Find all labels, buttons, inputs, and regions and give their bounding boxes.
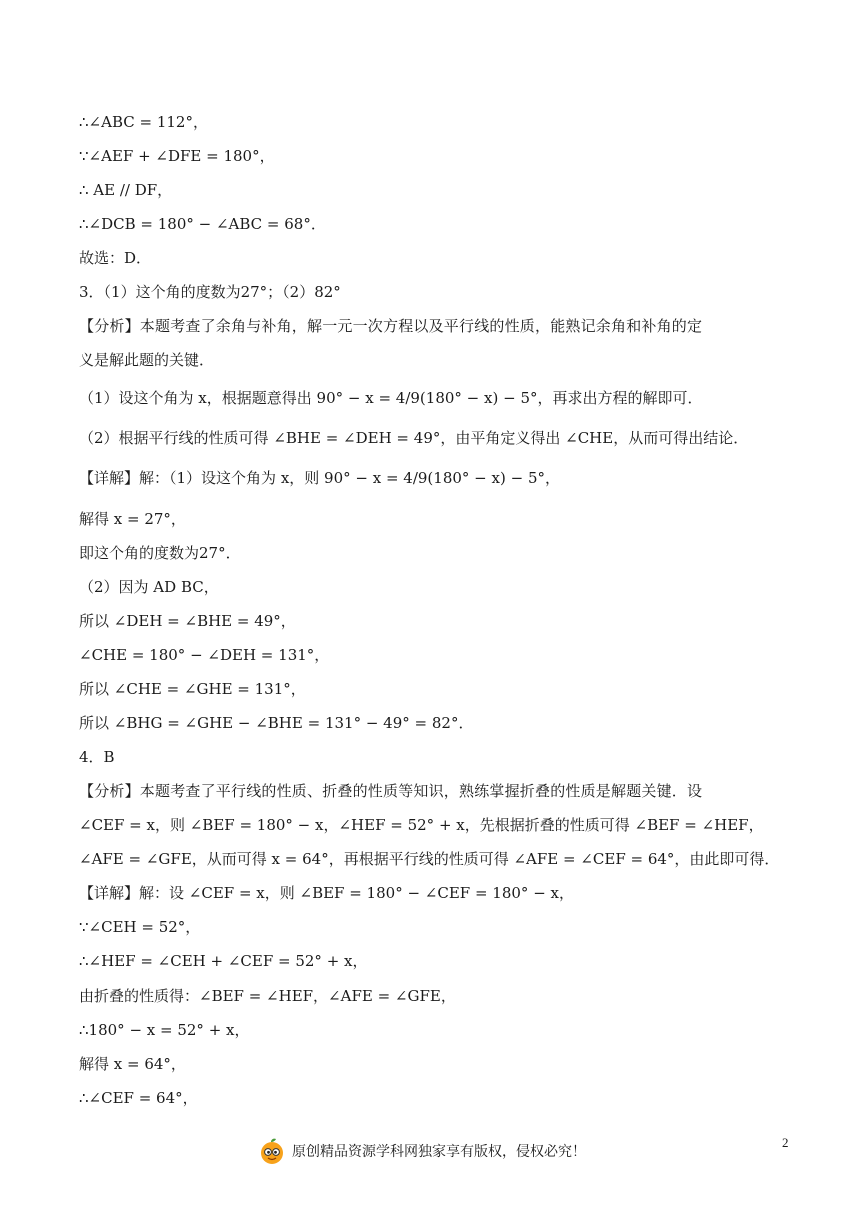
detail-line: 【详解】解：设 ∠CEF = x，则 ∠BEF = 180° − ∠CEF = 180° − x，	[79, 884, 574, 902]
detail-line: ∴∠HEF = ∠CEH + ∠CEF = 52° + x，	[79, 952, 368, 970]
detail-line: 由折叠的性质得：∠BEF = ∠HEF，∠AFE = ∠GFE，	[79, 987, 456, 1005]
detail-line: ∠CHE = 180° − ∠DEH = 131°，	[79, 646, 330, 664]
detail-line: 解得 x = 64°，	[79, 1055, 186, 1073]
analysis-line: （1）设这个角为 x，根据题意得出 90° − x = 4/9(180° − x) − 5°，再求出方程的解即可．	[79, 389, 703, 407]
detail-line: ∴∠CEF = 64°，	[79, 1089, 198, 1107]
question-heading: 4．B	[79, 748, 115, 766]
detail-line: 所以 ∠CHE = ∠GHE = 131°，	[79, 680, 306, 698]
analysis-line: 义是解此题的关键．	[79, 351, 215, 369]
analysis-line: （2）根据平行线的性质可得 ∠BHE = ∠DEH = 49°，由平角定义得出 ∠CHE，从而可得出结论．	[79, 429, 749, 447]
solution-line: ∵∠AEF + ∠DFE = 180°，	[79, 147, 275, 165]
detail-line: 解得 x = 27°，	[79, 510, 186, 528]
question-heading: 3．（1）这个角的度数为27°；（2）82°	[79, 283, 341, 301]
solution-line: ∴ AE // DF，	[79, 181, 173, 199]
page-footer	[258, 1137, 586, 1165]
detail-line: ∴180° − x = 52° + x，	[79, 1021, 250, 1039]
detail-line: 即这个角的度数为27°．	[79, 544, 241, 562]
page-number: 2	[782, 1135, 789, 1150]
detail-line: ∵∠CEH = 52°，	[79, 918, 201, 936]
analysis-line: ∠AFE = ∠GFE，从而可得 x = 64°，再根据平行线的性质可得 ∠AFE = ∠CEF = 64°，由此即可得．	[79, 850, 780, 868]
answer-line: 故选：D．	[79, 249, 152, 267]
detail-line: 所以 ∠DEH = ∠BHE = 49°，	[79, 612, 296, 630]
solution-line: ∴∠ABC = 112°，	[79, 113, 208, 131]
detail-line: （2）因为 AD BC，	[79, 578, 219, 596]
analysis-line: ∠CEF = x，则 ∠BEF = 180° − x，∠HEF = 52° + x，先根据折叠的性质可得 ∠BEF = ∠HEF，	[79, 816, 764, 834]
orange-mascot-logo-icon	[258, 1137, 286, 1165]
detail-line: 所以 ∠BHG = ∠GHE − ∠BHE = 131° − 49° = 82°．	[79, 714, 474, 732]
solution-line: ∴∠DCB = 180° − ∠ABC = 68°．	[79, 215, 326, 233]
analysis-line: 【分析】本题考查了平行线的性质、折叠的性质等知识，熟练掌握折叠的性质是解题关键．设	[79, 782, 703, 800]
copyright-notice: 原创精品资源学科网独家享有版权，侵权必究！	[292, 1144, 586, 1160]
analysis-line: 【分析】本题考查了余角与补角，解一元一次方程以及平行线的性质，能熟记余角和补角的定	[79, 317, 703, 335]
detail-line: 【详解】解：（1）设这个角为 x，则 90° − x = 4/9(180° − x) − 5°，	[79, 469, 560, 487]
